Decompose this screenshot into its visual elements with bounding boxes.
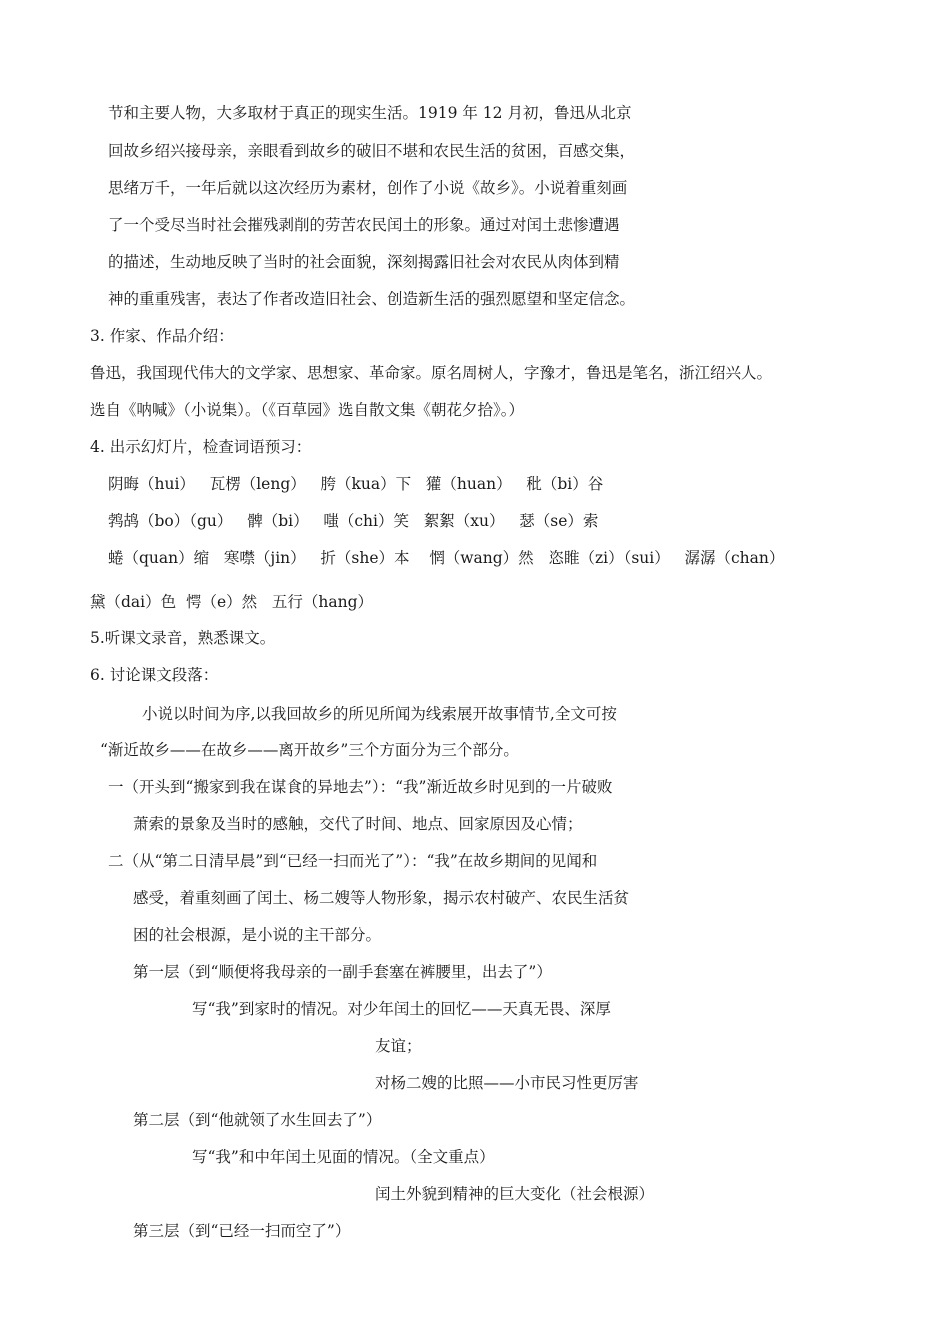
text-line: 友谊； — [375, 1037, 422, 1055]
vocab-line: 鹁鸪（bo）（gu） 髀（bi） 嗤（chi）笑 絮絮（xu） 瑟（se）索 — [108, 512, 599, 530]
text-line: 第一层（到“顺便将我母亲的一副手套塞在裤腰里，出去了”） — [133, 963, 552, 981]
text-line: 节和主要人物，大多取材于真正的现实生活。1919 年 12 月初，鲁迅从北京 — [108, 104, 632, 122]
text-line: 了一个受尽当时社会摧残剥削的劳苦农民闰土的形象。通过对闰土悲惨遭遇 — [108, 216, 620, 234]
section-heading: 5.听课文录音，熟悉课文。 — [90, 629, 276, 647]
text-line: 写“我”到家时的情况。对少年闰土的回忆——天真无畏、深厚 — [192, 1000, 611, 1018]
text-line: 第三层（到“已经一扫而空了”） — [133, 1222, 351, 1240]
vocab-line: 黛（dai）色 愕（e）然 五行（hang） — [90, 593, 374, 611]
text-line: 小说以时间为序,以我回故乡的所见所闻为线索展开故事情节,全文可按 — [142, 705, 617, 723]
text-line: 神的重重残害，表达了作者改造旧社会、创造新生活的强烈愿望和坚定信念。 — [108, 290, 636, 308]
text-line: 的描述，生动地反映了当时的社会面貌，深刻揭露旧社会对农民从肉体到精 — [108, 253, 620, 271]
text-line: 二（从“第二日清早晨”到“已经一扫而光了”）：“我”在故乡期间的见闻和 — [108, 852, 598, 870]
text-line: 写“我”和中年闰土见面的情况。（全文重点） — [192, 1148, 495, 1166]
text-line: “渐近故乡——在故乡——离开故乡”三个方面分为三个部分。 — [100, 741, 519, 759]
text-line: 第二层（到“他就领了水生回去了”） — [133, 1111, 382, 1129]
text-line: 思绪万千，一年后就以这次经历为素材，创作了小说《故乡》。小说着重刻画 — [108, 179, 628, 197]
text-line: 感受，着重刻画了闰土、杨二嫂等人物形象，揭示农村破产、农民生活贫 — [133, 889, 630, 907]
section-heading: 6. 讨论课文段落： — [90, 666, 219, 684]
text-line: 回故乡绍兴接母亲，亲眼看到故乡的破旧不堪和农民生活的贫困，百感交集， — [108, 142, 636, 160]
text-line: 选自《呐喊》（小说集）。（《百草园》选自散文集《朝花夕拾》。） — [90, 401, 525, 419]
text-line: 一（开头到“搬家到我在谋食的异地去”）：“我”渐近故乡时见到的一片破败 — [108, 778, 613, 796]
section-heading: 3. 作家、作品介绍： — [90, 327, 234, 345]
text-line: 萧索的景象及当时的感触，交代了时间、地点、回家原因及心情； — [133, 815, 583, 833]
text-line: 闰土外貌到精神的巨大变化（社会根源） — [375, 1185, 655, 1203]
text-line: 困的社会根源，是小说的主干部分。 — [133, 926, 382, 944]
section-heading: 4. 出示幻灯片，检查词语预习： — [90, 438, 312, 456]
vocab-line: 阴晦（hui） 瓦楞（leng） 胯（kua）下 獾（huan） 秕（bi）谷 — [108, 475, 604, 493]
text-line: 鲁迅，我国现代伟大的文学家、思想家、革命家。原名周树人，字豫才，鲁迅是笔名，浙江绍兴人。 — [90, 364, 773, 382]
text-line: 对杨二嫂的比照——小市民习性更厉害 — [375, 1074, 639, 1092]
vocab-line: 蜷（quan）缩 寒噤（jin） 折（she）本 惘（wang）然 恣睢（zi）（sui） 潺潺（chan） — [108, 549, 785, 567]
